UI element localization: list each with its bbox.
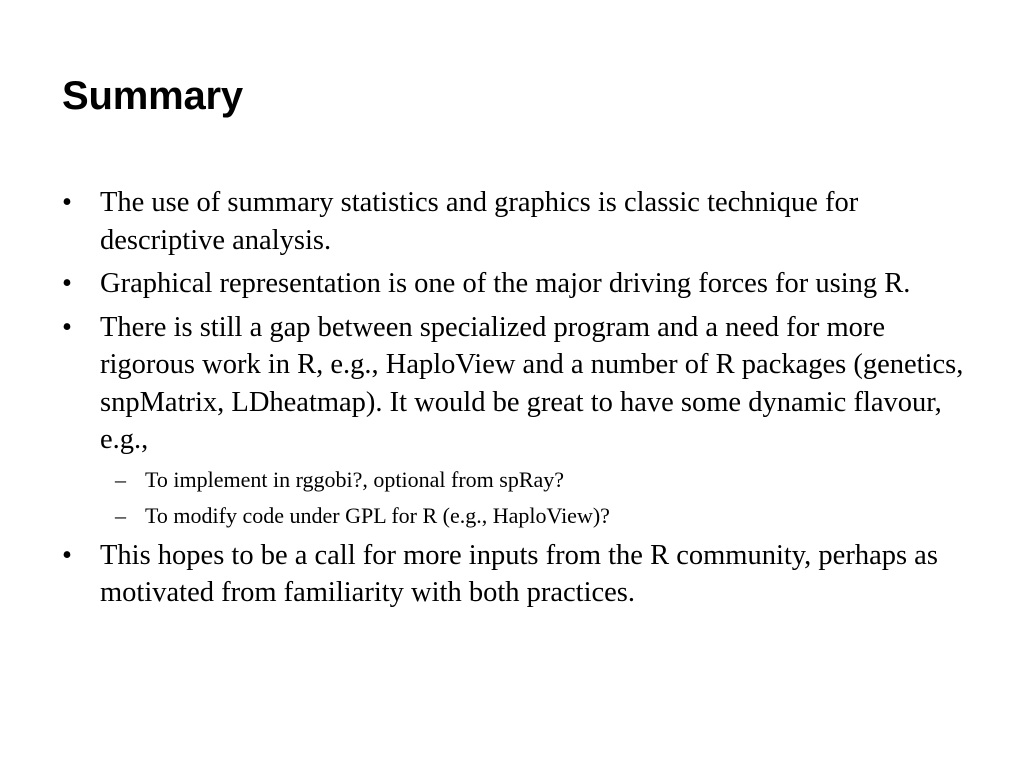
bullet-text: This hopes to be a call for more inputs from the R community, perhaps as motivated from familiarity with both practices.: [100, 539, 938, 608]
sub-bullet-item: [62, 501, 972, 531]
bullet-marker: •: [62, 539, 72, 571]
sub-bullet-marker: –: [115, 466, 126, 492]
bullet-text: There is still a gap between specialized program and a need for more rigorous work in R, e.g., HaploView and a number of R packages (genetics, snpMatrix, LDheatmap). It would be great to have some dynamic flavour, e.g.,: [100, 311, 964, 455]
bullet-marker: •: [62, 311, 72, 343]
bullet-item: [62, 537, 972, 612]
bullet-list: [62, 184, 972, 618]
bullet-marker: •: [62, 187, 72, 218]
sub-bullet-text: To modify code under GPL for R (e.g., HaploView)?: [145, 502, 610, 528]
slide-title: Summary: [62, 74, 243, 118]
bullet-text: Graphical representation is one of the major driving forces for using R.: [100, 268, 911, 299]
bullet-text: The use of summary statistics and graphics is classic technique for descriptive analysis.: [100, 187, 859, 256]
bullet-marker: •: [62, 268, 72, 299]
bullet-item: [62, 309, 972, 459]
bullet-item: [62, 265, 972, 303]
sub-bullet-item: [62, 465, 972, 495]
sub-bullet-marker: –: [115, 502, 126, 528]
sub-bullet-text: To implement in rggobi?, optional from spRay?: [145, 466, 565, 492]
bullet-item: [62, 184, 972, 259]
